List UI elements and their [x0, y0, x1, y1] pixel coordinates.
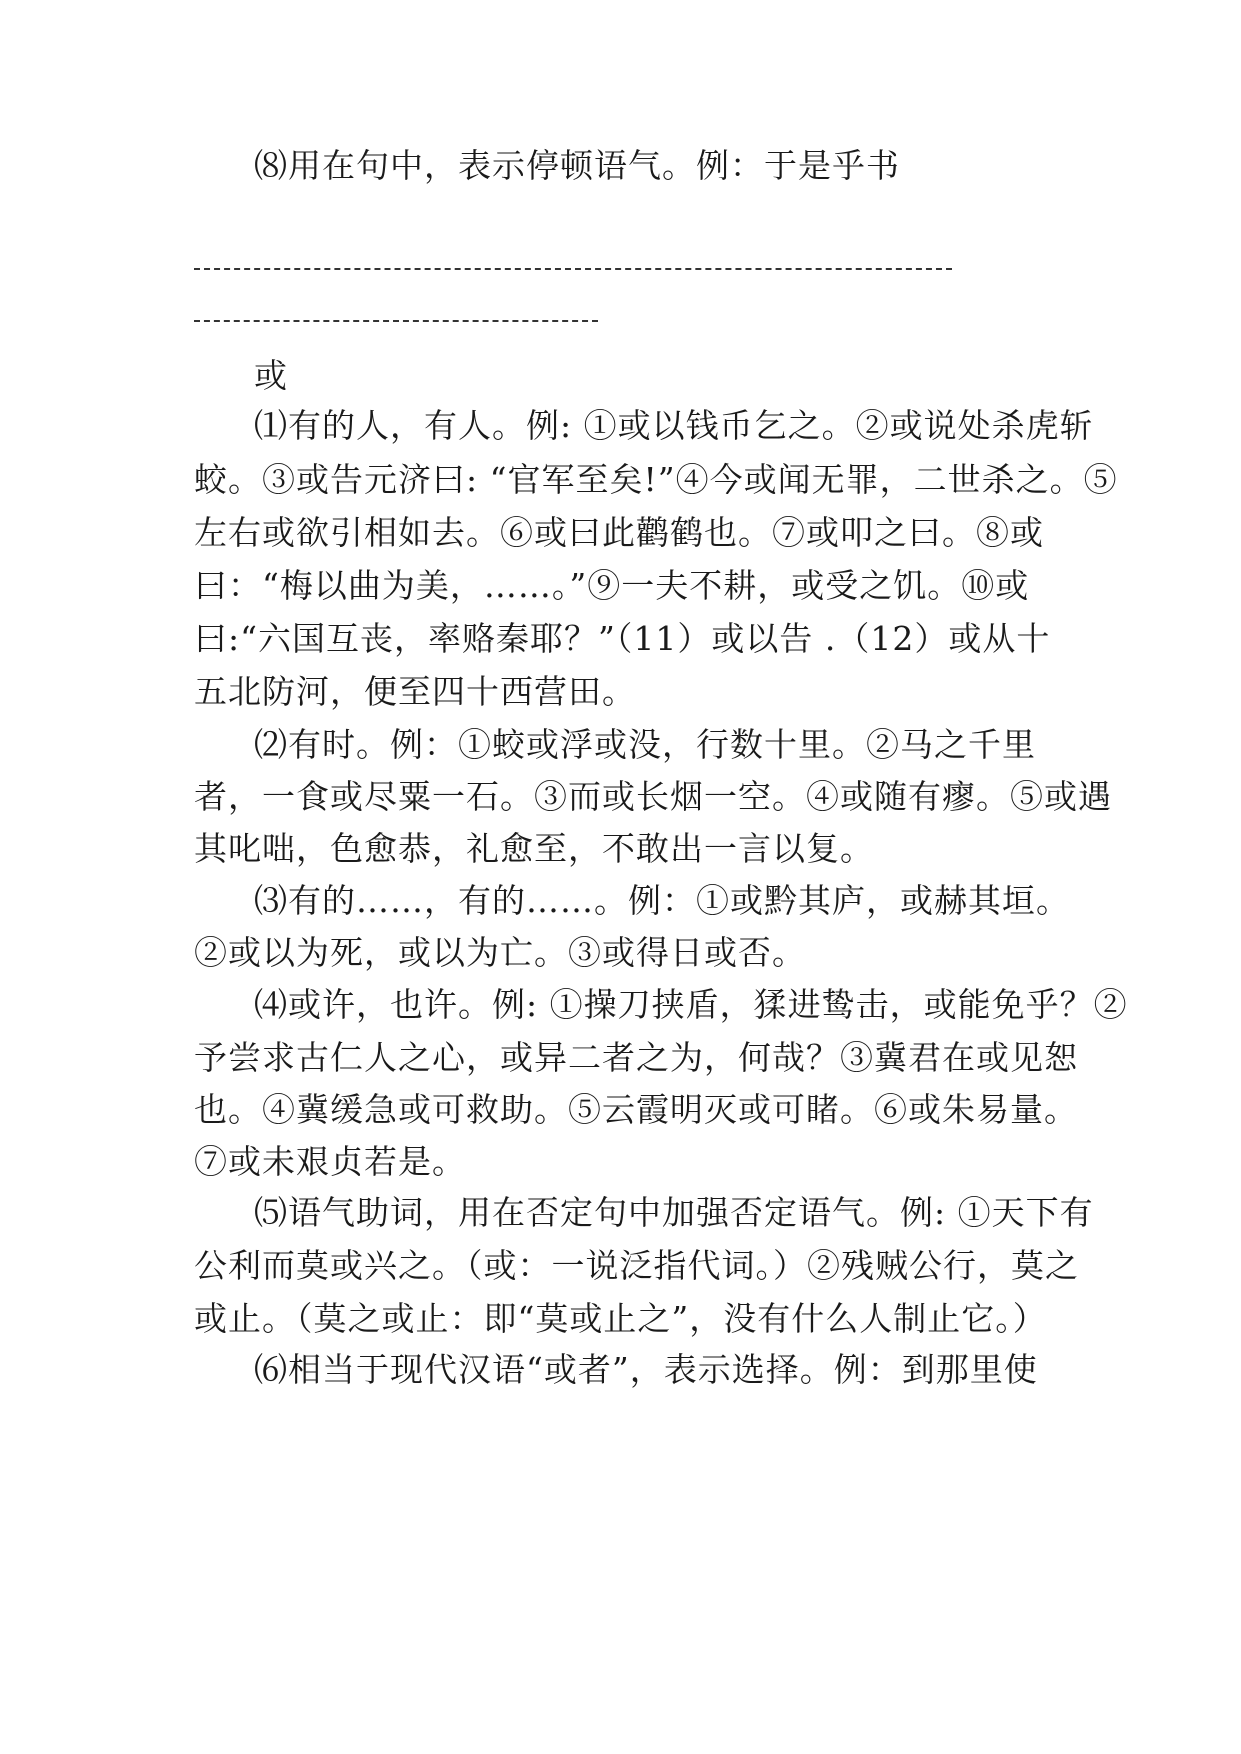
dashed-separator-long — [194, 268, 952, 270]
paragraph-line: ⑹相当于现代汉语“或者”，表示选择。例：到那里使 — [254, 1350, 1038, 1389]
paragraph-line: 公利而莫或兴之。（或：一说泛指代词。）②残贼公行，莫之 — [194, 1246, 1079, 1285]
paragraph-line: 曰:“六国互丧，率赂秦耶？”（11）或以告 .（12）或从十 — [194, 619, 1051, 658]
paragraph-line: ⑵有时。例：①蛟或浮或没，行数十里。②马之千里 — [254, 725, 1036, 764]
paragraph-line: ⑦或未艰贞若是。 — [194, 1142, 466, 1181]
paragraph-line: 左右或欲引相如去。⑥或曰此鹳鹤也。⑦或叩之曰。⑧或 — [194, 513, 1044, 552]
paragraph-line: 蛟。③或告元济曰: “官军至矣!”④今或闻无罪，二世杀之。⑤ — [194, 460, 1118, 499]
paragraph-line: 也。④冀缓急或可救助。⑤云霞明灭或可睹。⑥或朱易量。 — [194, 1090, 1078, 1129]
paragraph-line: 者，一食或尽粟一石。③而或长烟一空。④或随有瘳。⑤或遇 — [194, 777, 1112, 816]
document-page — [194, 0, 1128, 1754]
entry-heading: 或 — [254, 356, 288, 395]
dashed-separator-short — [194, 320, 598, 322]
paragraph-line: ⑸语气助词，用在否定句中加强否定语气。例: ①天下有 — [254, 1193, 1094, 1232]
paragraph-line: 予尝求古仁人之心，或异二者之为，何哉？③冀君在或见恕 — [194, 1038, 1078, 1077]
paragraph-line: ⑶有的……，有的……。例：①或黔其庐，或赫其垣。 — [254, 881, 1070, 920]
paragraph-line: 五北防河，便至四十西营田。 — [194, 672, 636, 711]
paragraph-line: 其叱咄，色愈恭，礼愈至，不敢出一言以复。 — [194, 829, 874, 868]
paragraph-line: ②或以为死，或以为亡。③或得日或否。 — [194, 933, 806, 972]
paragraph-line: 或止。（莫之或止：即“莫或止之”，没有什么人制止它。） — [194, 1299, 1047, 1338]
paragraph-line: ⑻用在句中，表示停顿语气。例：于是乎书 — [254, 146, 900, 185]
paragraph-line: ⑴有的人，有人。例: ①或以钱币乞之。②或说处杀虎斩 — [254, 406, 1094, 445]
paragraph-line: 曰：“梅以曲为美，……。”⑨一夫不耕，或受之饥。⑩或 — [194, 566, 1030, 605]
paragraph-line: ⑷或许，也许。例: ①操刀挟盾，猱进鸷击，或能免乎？② — [254, 985, 1128, 1024]
